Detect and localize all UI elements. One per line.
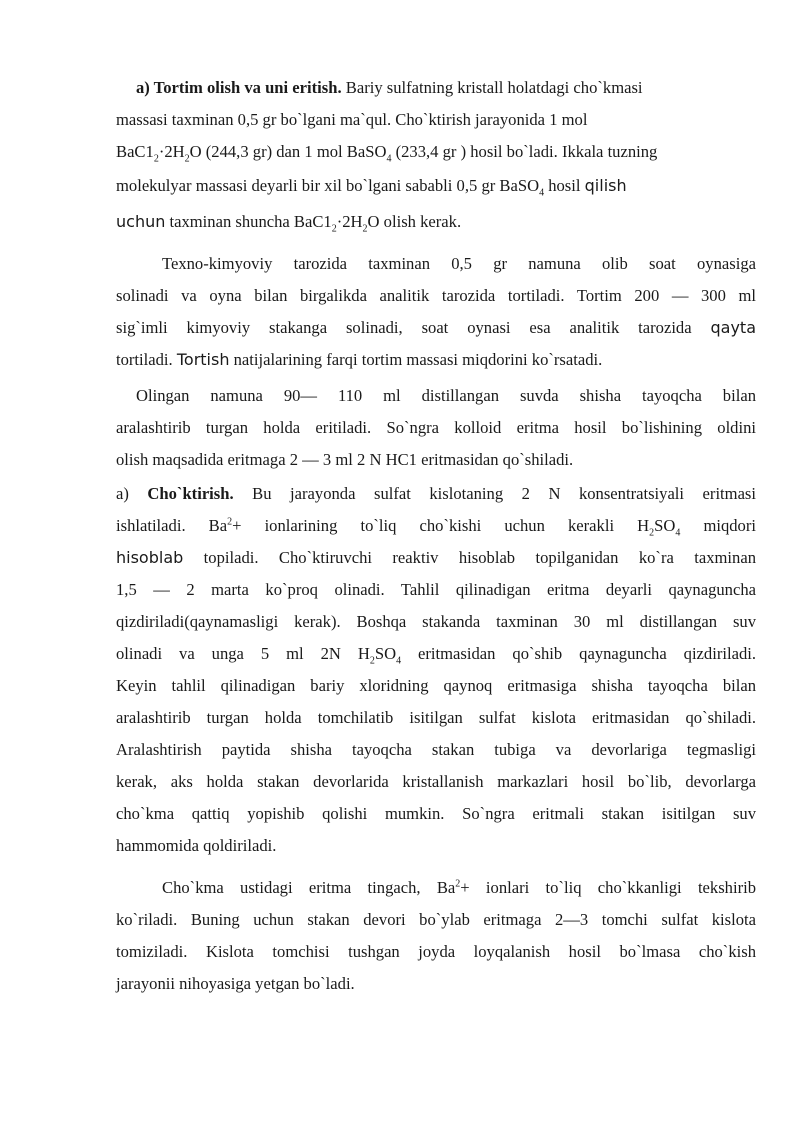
- text-line: aralashtirib turgan holda eritiladi. So`ngra kolloid eritma hosil bo`lishining oldini: [116, 418, 756, 437]
- text-line: hammomida qoldiriladi.: [116, 836, 277, 855]
- text-line: $BaC1_2\cdot 2H_2O$ (244,3 gr) dan 1 mol BaSO$_4$ (233,4 gr ) hosil bo`ladi. Ikkala tuzning: [116, 142, 658, 165]
- text-line: Texno-kimyoviy tarozida taxminan 0,5 gr namuna olib soat oynasiga: [162, 254, 756, 273]
- text-line: tortiladi. Tortish natijalarining farqi tortim massasi miqdorini ko`rsatadi.: [116, 350, 603, 369]
- text-line: aralashtirib turgan holda tomchilatib isitilgan sulfat kislota eritmasidan qo`shiladi.: [116, 708, 756, 727]
- text-line: molekulyar massasi deyarli bir xil bo`lgani sababli 0,5 gr BaSO$_4$ hosil qilish: [116, 176, 627, 199]
- paragraph-tortish: [116, 248, 756, 376]
- text-line: a) Cho`ktirish. Bu jarayonda sulfat kislotaning 2 N konsentratsiyali eritmasi: [116, 484, 757, 503]
- text-line: cho`kma qattiq yopishib qolishi mumkin. So`ngra eritmali stakan isitilgan suv: [116, 804, 756, 823]
- text-line: solinadi va oyna bilan birgalikda analitik tarozida tortiladi. Tortim 200 — 300 ml: [116, 286, 756, 305]
- text-line: a) Tortim olish va uni eritish. Bariy sulfatning kristall holatdagi cho`kmasi: [136, 78, 643, 97]
- text-line: Cho`kma ustidagi eritma tingach, $Ba^2+$ ionlari to`liq cho`kkanligi tekshirib: [162, 878, 757, 897]
- paragraph-tortim-olish: [116, 72, 756, 240]
- paragraph-choktirish: [116, 478, 756, 862]
- text-line: ishlatiladi. $Ba^2+$ ionlarining to`liq cho`kishi uchun kerakli $H_2SO_4$ miqdori: [116, 516, 756, 539]
- text-line: uchun taxminan shuncha $BaC1_2\cdot 2H_2O$ olish kerak.: [116, 212, 462, 235]
- text-line: Olingan namuna 90— 110 ml distillangan suvda shisha tayoqcha bilan: [136, 386, 756, 405]
- text-line: 1,5 — 2 marta ko`proq olinadi. Tahlil qilinadigan eritma deyarli qaynaguncha: [116, 580, 756, 599]
- paragraph-tekshirish: [116, 872, 756, 1000]
- text-line: olinadi va unga 5 ml 2N $H_2SO_4$ eritmasidan qo`shib qaynaguncha qizdiriladi.: [116, 644, 756, 667]
- text-line: ko`riladi. Buning uchun stakan devori bo`ylab eritmaga 2—3 tomchi sulfat kislota: [116, 910, 756, 929]
- text-line: olish maqsadida eritmaga 2 — 3 ml 2 N HC1 eritmasidan qo`shiladi.: [116, 450, 574, 469]
- text-line: hisoblab topiladi. Cho`ktiruvchi reaktiv hisoblab topilganidan ko`ra taxminan: [116, 548, 756, 567]
- text-line: qizdiriladi(qaynamasligi kerak). Boshqa stakanda taxminan 30 ml distillangan suv: [116, 612, 756, 631]
- text-line: kerak, aks holda stakan devorlarida kristallanish markazlari hosil bo`lib, devorlarga: [116, 772, 756, 791]
- text-line: tomiziladi. Kislota tomchisi tushgan joyda loyqalanish hosil bo`lmasa cho`kish: [116, 942, 756, 961]
- text-line: massasi taxminan 0,5 gr bo`lgani ma`qul. Cho`ktirish jarayonida 1 mol: [116, 110, 588, 129]
- text-line: sig`imli kimyoviy stakanga solinadi, soat oynasi esa analitik tarozida qayta: [116, 318, 756, 337]
- text-line: Keyin tahlil qilinadigan bariy xloridning qaynoq eritmasiga shisha tayoqcha bilan: [116, 676, 756, 695]
- text-line: Aralashtirish paytida shisha tayoqcha stakan tubiga va devorlariga tegmasligi: [116, 740, 756, 759]
- text-line: jarayonii nihoyasiga yetgan bo`ladi.: [116, 974, 355, 993]
- paragraph-eritish: [116, 380, 756, 476]
- section-heading: a) Tortim olish va uni eritish.: [136, 78, 342, 97]
- section-heading: Cho`ktirish.: [147, 484, 234, 503]
